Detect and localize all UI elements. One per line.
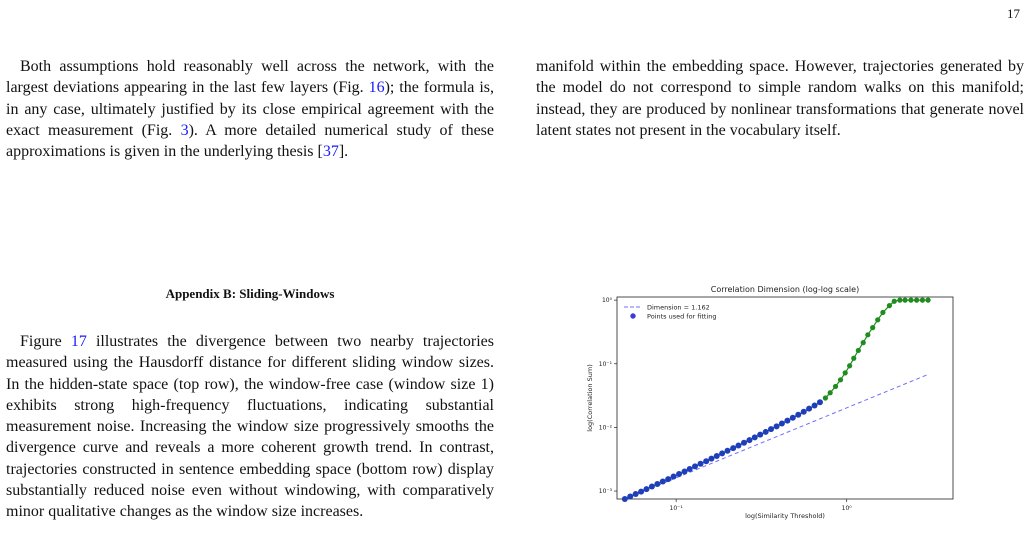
y-tick-label: 10⁰ — [601, 297, 612, 305]
data-point — [638, 489, 644, 495]
data-point — [660, 479, 666, 485]
data-point — [790, 415, 796, 421]
left-paragraph-2 — [6, 331, 494, 523]
data-point — [682, 468, 688, 474]
data-point — [925, 298, 930, 303]
data-point — [903, 298, 908, 303]
data-point — [875, 317, 880, 322]
data-point — [698, 461, 704, 467]
data-point — [633, 491, 639, 497]
data-point — [627, 494, 633, 500]
data-point — [643, 486, 649, 492]
data-point — [897, 298, 902, 303]
legend — [624, 304, 717, 321]
data-point — [880, 310, 885, 315]
data-point — [687, 466, 693, 472]
x-tick-label: 10⁻¹ — [669, 505, 683, 512]
page-number: 17 — [1007, 6, 1020, 21]
data-point — [779, 421, 785, 427]
data-point — [730, 445, 736, 451]
data-point — [774, 423, 780, 429]
data-points — [622, 298, 931, 502]
data-point — [692, 463, 698, 469]
data-point — [741, 440, 747, 446]
data-point — [920, 298, 925, 303]
data-point — [752, 434, 758, 440]
text-segment: Both assumptions hold reasonably well across the network, with the largest deviations appearing in the last few layers (Fig. — [6, 58, 494, 97]
data-point — [817, 399, 823, 405]
data-point — [861, 340, 866, 345]
data-point — [649, 483, 655, 489]
data-point — [801, 409, 807, 415]
data-point — [763, 429, 769, 435]
data-point — [847, 363, 852, 368]
legend-fit-line-label: Dimension = 1.162 — [647, 303, 710, 312]
data-point — [851, 356, 856, 361]
right-paragraph-1: manifold within the embedding space. However, trajectories generated by the model do not correspond to simple random walks on this manifold; instead, they are produced by nonlinear transformations that generate novel latent states not present in the vocabulary itself. — [536, 58, 1024, 139]
data-point — [719, 450, 725, 456]
data-point — [806, 406, 812, 412]
legend-points-label: Points used for fitting — [647, 312, 717, 321]
appendix-heading: Appendix B: Sliding-Windows — [165, 286, 335, 301]
legend-points-swatch — [630, 313, 635, 318]
data-point — [870, 325, 875, 330]
text-segment: ]. — [338, 143, 349, 161]
data-point — [735, 442, 741, 448]
data-point — [795, 412, 801, 418]
data-point — [865, 332, 870, 337]
data-point — [671, 474, 677, 480]
figure-ref-17-link[interactable]: 17 — [70, 333, 87, 350]
data-point — [828, 390, 833, 395]
data-point — [757, 432, 763, 438]
citation-37-link[interactable]: 37 — [322, 143, 339, 161]
data-point — [856, 348, 861, 353]
data-point — [622, 496, 628, 502]
data-point — [908, 298, 913, 303]
y-tick-label: 10⁻¹ — [598, 360, 612, 368]
text-segment: illustrates the divergence between two nearby trajectories measured using the Hausdorff distance for different sliding window sizes. In the hidden-state space (top row), the window-free case (window size 1) exhibits strong high-frequency fluctuations, indicating substantial measurement noise. Increasing the window size progressively smooths the divergence curve and reveals a more coherent growth trend. In contrast, trajectories constructed in sentence embedding space (bottom row) display substantially reduced noise even without windowing, with comparatively minor qualitative changes as the window size increases. — [6, 333, 494, 521]
data-point — [887, 303, 892, 308]
data-point — [746, 437, 752, 443]
figure-ref-16-link[interactable]: 16 — [368, 79, 385, 97]
text-segment: ). A more detailed numerical study of these approximations is given in the underlying thesis [ — [6, 121, 494, 161]
data-point — [812, 402, 818, 408]
data-point — [708, 456, 714, 462]
data-point — [784, 418, 790, 424]
data-point — [914, 298, 919, 303]
data-point — [665, 476, 671, 482]
x-tick-label: 10⁰ — [841, 505, 852, 512]
y-axis-label: log(Correlation Sum) — [586, 364, 594, 432]
correlation-dimension-chart — [582, 280, 982, 522]
data-point — [843, 370, 848, 375]
data-point — [823, 395, 828, 400]
x-axis-label: log(Similarity Threshold) — [745, 512, 825, 520]
figure-ref-3-link[interactable]: 3 — [180, 121, 189, 139]
data-point — [654, 481, 660, 487]
data-point — [714, 453, 720, 459]
y-tick-label: 10⁻³ — [598, 488, 612, 496]
series-line-2 — [825, 300, 928, 398]
left-paragraph-1 — [6, 56, 494, 162]
chart-title: Correlation Dimension (log-log scale) — [710, 285, 860, 294]
text-segment: Figure — [20, 333, 71, 350]
data-point — [833, 384, 838, 389]
data-point — [892, 299, 897, 304]
text-segment: ); the formula is, in any case, ultimately justified by its close empirical agreement with the exact measurement (Fig. — [6, 79, 495, 139]
plot-frame — [617, 297, 953, 499]
data-point — [703, 458, 709, 464]
data-point — [838, 377, 843, 382]
data-point — [676, 471, 682, 477]
data-point — [724, 448, 730, 454]
data-point — [768, 426, 774, 432]
y-tick-label: 10⁻² — [598, 424, 612, 432]
